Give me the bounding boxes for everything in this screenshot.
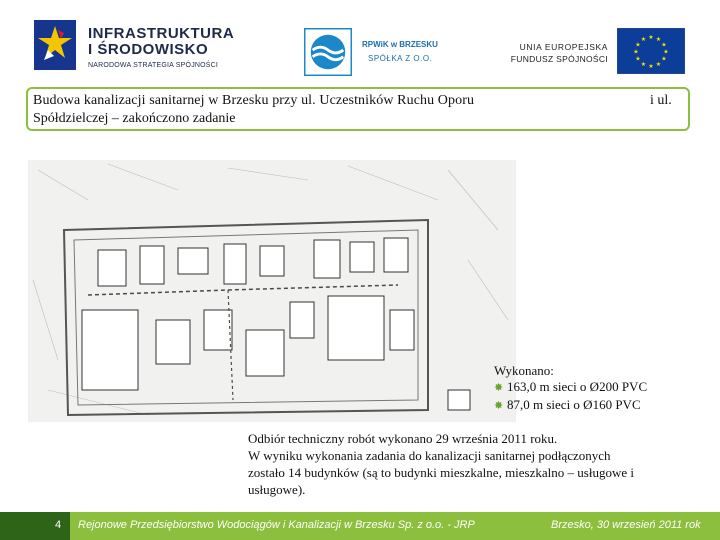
svg-text:★: ★ [655, 36, 662, 43]
svg-text:★: ★ [661, 41, 667, 49]
logo-is-line1: INFRASTRUKTURA [88, 25, 235, 42]
page-number-box [0, 512, 70, 540]
results-item-1 [494, 379, 647, 395]
rpwik-subtitle: SPÓŁKA Z O.O. [368, 54, 433, 63]
bullet-icon: ✸ [494, 382, 504, 394]
page-title-line1: Budowa kanalizacji sanitarnej w Brzesku przy ul. Uczestników Ruchu Oporu [33, 93, 475, 108]
svg-text:★: ★ [640, 61, 647, 68]
eu-flag-icon [617, 28, 685, 74]
eu-label-line1: UNIA EUROPEJSKA [519, 42, 608, 52]
eu-label-line2: FUNDUSZ SPÓJNOŚCI [510, 54, 608, 64]
rpwik-logo [304, 28, 452, 76]
logo-is-subtitle: NARODOWA STRATEGIA SPÓJNOŚCI [88, 62, 219, 69]
site-plan-map [28, 160, 516, 422]
infrastruktura-logo [28, 14, 243, 76]
results-item-2 [494, 397, 641, 413]
footer-place-date: Brzesko, 30 wrzesień 2011 rok [551, 519, 701, 531]
paragraph-line1: Odbiór techniczny robót wykonano 29 września 2011 roku. [248, 431, 558, 446]
svg-text:★: ★ [635, 41, 641, 49]
page-title-line1-end: i ul. [650, 93, 672, 108]
svg-text:★: ★ [663, 48, 669, 56]
page-number: 4 [55, 519, 62, 531]
footer-company: Rejonowe Przedsiębiorstwo Wodociągów i Kanalizacji w Brzesku Sp. z o.o. - JRP [78, 519, 475, 531]
results-item-2-text: 87,0 m sieci o Ø160 PVC [507, 397, 641, 412]
svg-text:★: ★ [655, 61, 662, 68]
svg-text:★: ★ [635, 55, 641, 63]
rpwik-wave-icon [304, 28, 352, 76]
paragraph-line3: zostało 14 budynków (są to budynki mieszkalne, mieszkalno – usługowe i [248, 465, 634, 480]
page-title-line2: Spółdzielczej – zakończono zadanie [33, 111, 236, 126]
paragraph-line2: W wyniku wykonania zadania do kanalizacji sanitarnej podłączonych [248, 448, 611, 463]
svg-text:★: ★ [633, 48, 639, 56]
svg-text:★: ★ [648, 63, 654, 70]
results-item-1-text: 163,0 m sieci o Ø200 PVC [507, 379, 648, 394]
paragraph-line4: usługowe). [248, 482, 306, 497]
rpwik-name: RPWiK w BRZESKU [362, 40, 438, 49]
results-heading: Wykonano: [494, 363, 554, 378]
svg-text:★: ★ [661, 55, 667, 63]
svg-text:★: ★ [648, 34, 654, 41]
nss-emblem-icon [28, 14, 82, 76]
logo-is-line2: I ŚRODOWISKO [88, 41, 209, 58]
bullet-icon: ✸ [494, 400, 504, 412]
svg-text:★: ★ [640, 36, 647, 43]
